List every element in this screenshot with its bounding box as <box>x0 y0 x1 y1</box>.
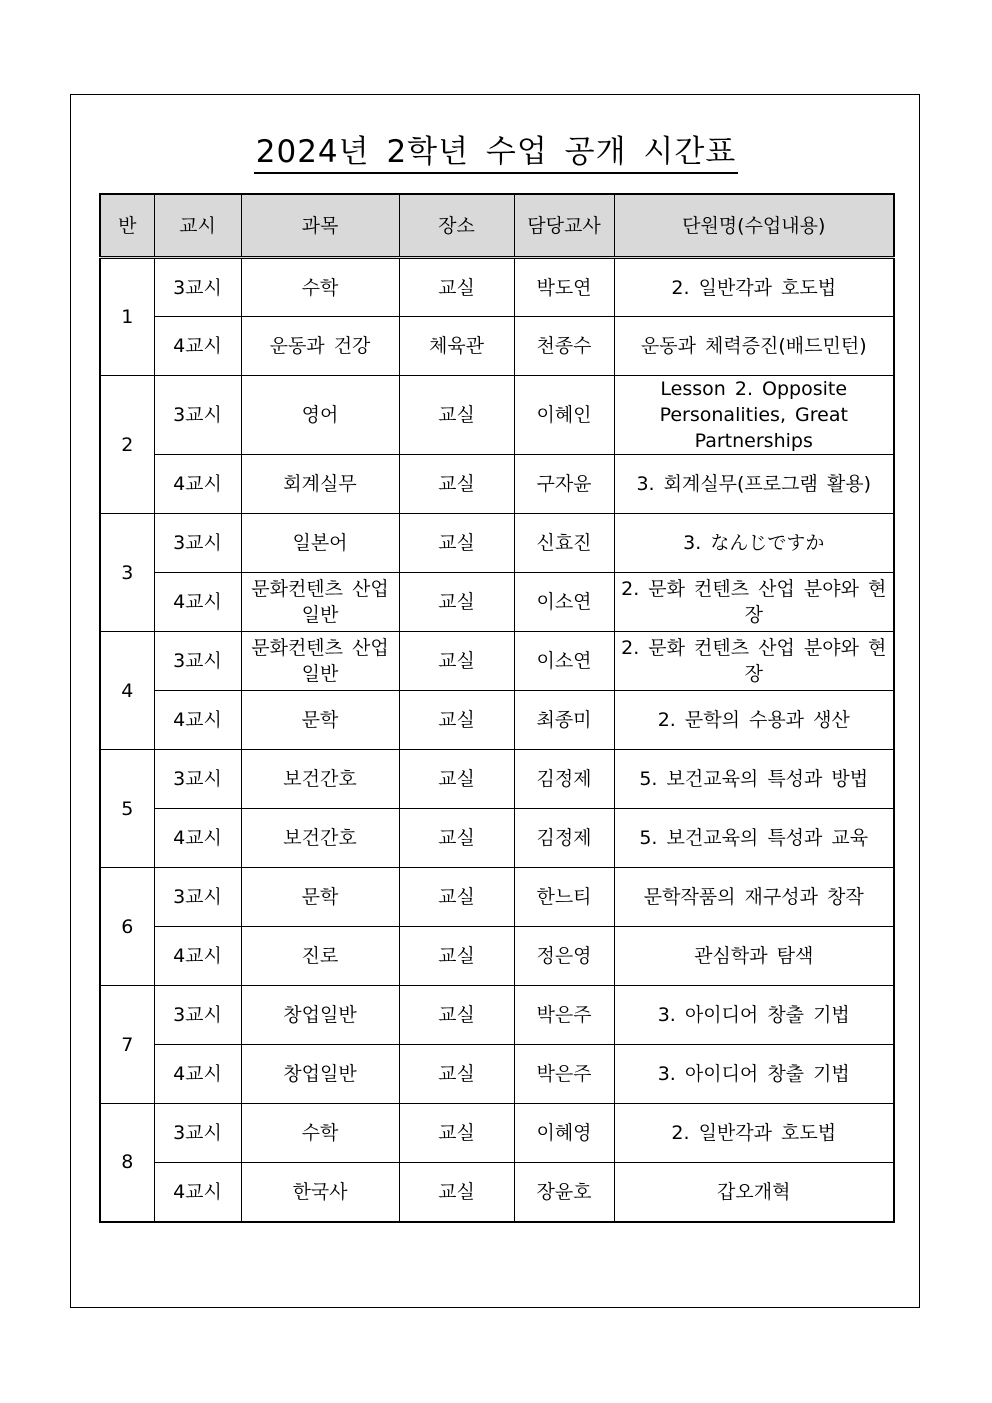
header-row <box>100 194 894 258</box>
period-cell: 3교시 <box>154 750 241 809</box>
teacher-cell: 박도연 <box>514 258 614 317</box>
table-row <box>100 1163 894 1222</box>
schedule-table <box>99 193 895 1223</box>
teacher-cell: 구자윤 <box>514 455 614 514</box>
teacher-cell: 이소연 <box>514 573 614 632</box>
place-cell: 교실 <box>399 376 514 455</box>
subject-cell: 문학 <box>241 868 399 927</box>
header-teacher: 담당교사 <box>514 194 614 258</box>
subject-cell: 문화컨텐츠 산업일반 <box>241 632 399 691</box>
unit-cell: 2. 일반각과 호도법 <box>614 258 894 317</box>
unit-cell: 3. 아이디어 창출 기법 <box>614 1045 894 1104</box>
table-row <box>100 691 894 750</box>
unit-cell: 5. 보건교육의 특성과 방법 <box>614 750 894 809</box>
unit-cell: 3. 아이디어 창출 기법 <box>614 986 894 1045</box>
page-title <box>0 132 992 172</box>
unit-cell: 갑오개혁 <box>614 1163 894 1222</box>
title-text: 2024년 2학년 수업 공개 시간표 <box>254 134 739 174</box>
ban-cell: 5 <box>100 750 154 868</box>
period-cell: 4교시 <box>154 691 241 750</box>
table-row <box>100 986 894 1045</box>
subject-cell: 일본어 <box>241 514 399 573</box>
teacher-cell: 정은영 <box>514 927 614 986</box>
table-row <box>100 1045 894 1104</box>
period-cell: 4교시 <box>154 317 241 376</box>
place-cell: 교실 <box>399 809 514 868</box>
table-row <box>100 573 894 632</box>
place-cell: 교실 <box>399 514 514 573</box>
teacher-cell: 이소연 <box>514 632 614 691</box>
place-cell: 교실 <box>399 1104 514 1163</box>
teacher-cell: 이혜영 <box>514 1104 614 1163</box>
teacher-cell: 김정제 <box>514 750 614 809</box>
place-cell: 교실 <box>399 573 514 632</box>
unit-cell: 2. 문화 컨텐츠 산업 분야와 현장 <box>614 632 894 691</box>
table-row <box>100 868 894 927</box>
subject-cell: 한국사 <box>241 1163 399 1222</box>
teacher-cell: 한느티 <box>514 868 614 927</box>
period-cell: 4교시 <box>154 573 241 632</box>
period-cell: 3교시 <box>154 514 241 573</box>
period-cell: 3교시 <box>154 986 241 1045</box>
subject-cell: 문화컨텐츠 산업일반 <box>241 573 399 632</box>
period-cell: 4교시 <box>154 1163 241 1222</box>
unit-cell: 2. 문학의 수용과 생산 <box>614 691 894 750</box>
header-period: 교시 <box>154 194 241 258</box>
place-cell: 교실 <box>399 632 514 691</box>
place-cell: 교실 <box>399 986 514 1045</box>
subject-cell: 영어 <box>241 376 399 455</box>
table-row <box>100 258 894 317</box>
teacher-cell: 박은주 <box>514 986 614 1045</box>
place-cell: 교실 <box>399 927 514 986</box>
teacher-cell: 천종수 <box>514 317 614 376</box>
header-subject: 과목 <box>241 194 399 258</box>
place-cell: 체육관 <box>399 317 514 376</box>
subject-cell: 수학 <box>241 258 399 317</box>
period-cell: 4교시 <box>154 455 241 514</box>
teacher-cell: 이혜인 <box>514 376 614 455</box>
teacher-cell: 김정제 <box>514 809 614 868</box>
place-cell: 교실 <box>399 1045 514 1104</box>
subject-cell: 창업일반 <box>241 986 399 1045</box>
teacher-cell: 최종미 <box>514 691 614 750</box>
subject-cell: 보건간호 <box>241 809 399 868</box>
subject-cell: 보건간호 <box>241 750 399 809</box>
table-row <box>100 927 894 986</box>
header-place: 장소 <box>399 194 514 258</box>
teacher-cell: 신효진 <box>514 514 614 573</box>
period-cell: 4교시 <box>154 1045 241 1104</box>
period-cell: 4교시 <box>154 927 241 986</box>
place-cell: 교실 <box>399 455 514 514</box>
ban-cell: 2 <box>100 376 154 514</box>
period-cell: 3교시 <box>154 376 241 455</box>
unit-cell: 2. 일반각과 호도법 <box>614 1104 894 1163</box>
unit-cell: 관심학과 탐색 <box>614 927 894 986</box>
period-cell: 4교시 <box>154 809 241 868</box>
period-cell: 3교시 <box>154 632 241 691</box>
subject-cell: 운동과 건강 <box>241 317 399 376</box>
place-cell: 교실 <box>399 258 514 317</box>
ban-cell: 4 <box>100 632 154 750</box>
unit-cell: 2. 문화 컨텐츠 산업 분야와 현장 <box>614 573 894 632</box>
unit-cell: 3. なんじですか <box>614 514 894 573</box>
subject-cell: 창업일반 <box>241 1045 399 1104</box>
place-cell: 교실 <box>399 691 514 750</box>
table-row <box>100 514 894 573</box>
unit-cell: 문학작품의 재구성과 창작 <box>614 868 894 927</box>
header-ban: 반 <box>100 194 154 258</box>
table-row <box>100 1104 894 1163</box>
ban-cell: 1 <box>100 258 154 376</box>
place-cell: 교실 <box>399 750 514 809</box>
place-cell: 교실 <box>399 1163 514 1222</box>
teacher-cell: 박은주 <box>514 1045 614 1104</box>
subject-cell: 문학 <box>241 691 399 750</box>
teacher-cell: 장윤호 <box>514 1163 614 1222</box>
unit-cell: 5. 보건교육의 특성과 교육 <box>614 809 894 868</box>
table-row <box>100 455 894 514</box>
header-unit: 단원명(수업내용) <box>614 194 894 258</box>
place-cell: 교실 <box>399 868 514 927</box>
ban-cell: 8 <box>100 1104 154 1222</box>
unit-cell: 3. 회계실무(프로그램 활용) <box>614 455 894 514</box>
period-cell: 3교시 <box>154 258 241 317</box>
subject-cell: 진로 <box>241 927 399 986</box>
table-row <box>100 632 894 691</box>
subject-cell: 회계실무 <box>241 455 399 514</box>
ban-cell: 7 <box>100 986 154 1104</box>
ban-cell: 6 <box>100 868 154 986</box>
table-row <box>100 317 894 376</box>
unit-cell: Lesson 2. Opposite Personalities, Great Partnerships <box>614 376 894 455</box>
ban-cell: 3 <box>100 514 154 632</box>
table-row <box>100 809 894 868</box>
period-cell: 3교시 <box>154 1104 241 1163</box>
period-cell: 3교시 <box>154 868 241 927</box>
table-row <box>100 376 894 455</box>
subject-cell: 수학 <box>241 1104 399 1163</box>
table-row <box>100 750 894 809</box>
unit-cell: 운동과 체력증진(배드민턴) <box>614 317 894 376</box>
